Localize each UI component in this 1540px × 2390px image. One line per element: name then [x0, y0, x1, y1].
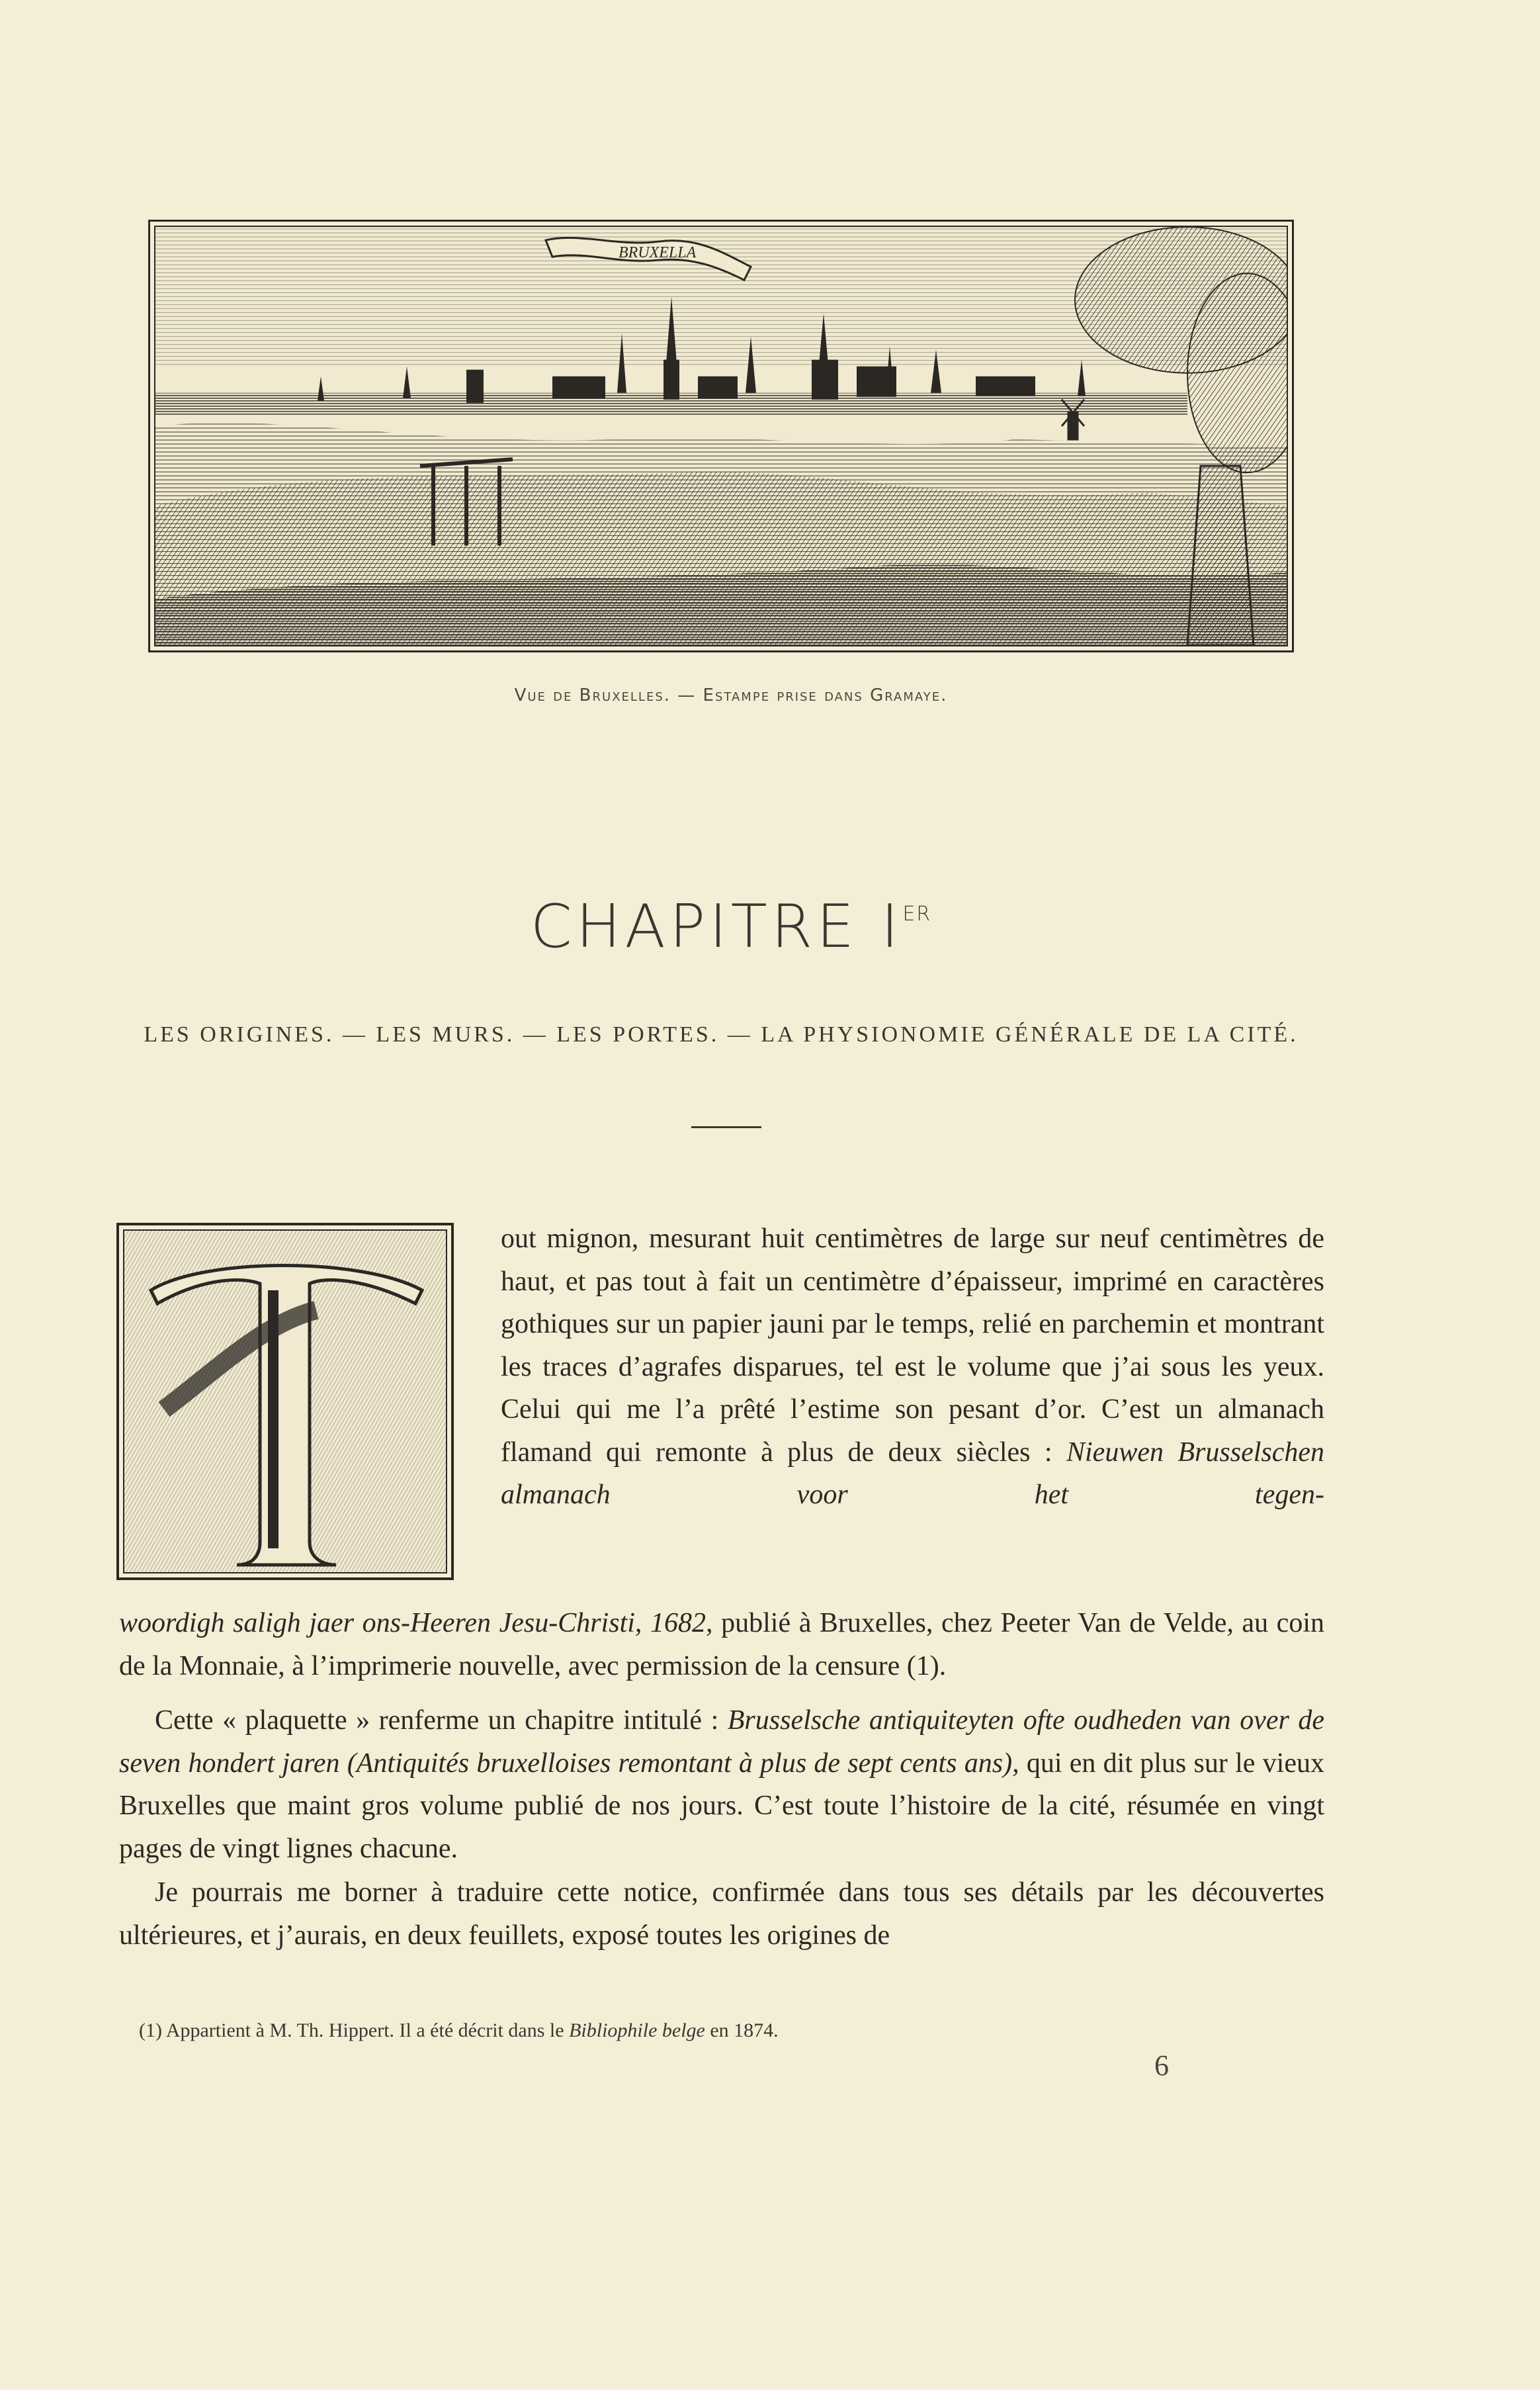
paragraph-1-lead [501, 1217, 1324, 1517]
p2-italic-text: Brusselsche antiquiteyten ofte oudheden van over de seven hondert jaren (Antiquités bruxelloises remontant à plus de sept cents ans), [119, 1705, 1324, 1779]
chapter-title-ordinal: ER [902, 903, 932, 926]
banner-text: BRUXELLA [619, 244, 697, 262]
paragraph-2 [119, 1699, 1324, 1870]
city-view-illustration [155, 227, 1287, 645]
illustration-caption: Vue de Bruxelles. — Estampe prise dans Gramaye. [514, 686, 948, 705]
p1-tail-text: publié à Bruxelles, chez Peeter Van de Velde, au coin de la Monnaie, à l’imprimerie nouvelle, avec permission de la censure (1). [119, 1608, 1324, 1681]
p2-lead-text: Cette « plaquette » renferme un chapitre intitulé : [155, 1705, 728, 1736]
page-number: 6 [1154, 2049, 1169, 2082]
chapter-title [0, 892, 1462, 961]
p1-tail-italic-text: woordigh saligh jaer ons-Heeren Jesu-Christi, 1682, [119, 1608, 713, 1638]
section-rule [691, 1126, 761, 1128]
footnote-italic: Bibliophile belge [569, 2019, 705, 2041]
gallows [420, 459, 513, 545]
footnote-lead: (1) Appartient à M. Th. Hippert. Il a été décrit dans le [139, 2019, 570, 2041]
paragraph-3: Je pourrais me borner à traduire cette notice, confirmée dans tous ses détails par les découvertes ultérieures, et j’aurais, en deux feuillets, exposé toutes les origines de [119, 1877, 1324, 1951]
chapter-subtitle: LES ORIGINES. — LES MURS. — LES PORTES. — LA PHYSIONOMIE GÉNÉRALE DE LA CITÉ. [144, 1022, 1299, 1047]
footnote-tail: en 1874. [705, 2019, 779, 2041]
paragraph-1-continued [119, 1602, 1324, 1687]
decorated-initial [116, 1223, 454, 1580]
footnote [139, 2019, 779, 2042]
bruxelles-engraving [148, 220, 1294, 652]
p1-lead-text: out mignon, mesurant huit centimètres de large sur neuf centimètres de haut, et pas tout à fait un centimètre d’épaisseur, imprimé en caractères gothiques sur un papier jauni par le temps, relié en parchemin et montrant les traces d’agrafes disparues, tel est le volume que j’ai sous les yeux. Celui qui me l’a prêté l’estime son pesant d’or. C’est un almanach flamand qui remonte à plus de deux siècles : [501, 1223, 1324, 1468]
p1-italic-text: Nieuwen Brusselschen almanach voor het tegen- [501, 1437, 1325, 1510]
initial-letter-illustration [124, 1231, 446, 1572]
p2-tail-text: qui en dit plus sur le vieux Bruxelles que maint gros volume publié de nos jours. C’est toute l’histoire de la cité, résumée en vingt pages de vingt lignes chacune. [119, 1748, 1324, 1864]
chapter-title-text: CHAPITRE I [530, 892, 903, 961]
